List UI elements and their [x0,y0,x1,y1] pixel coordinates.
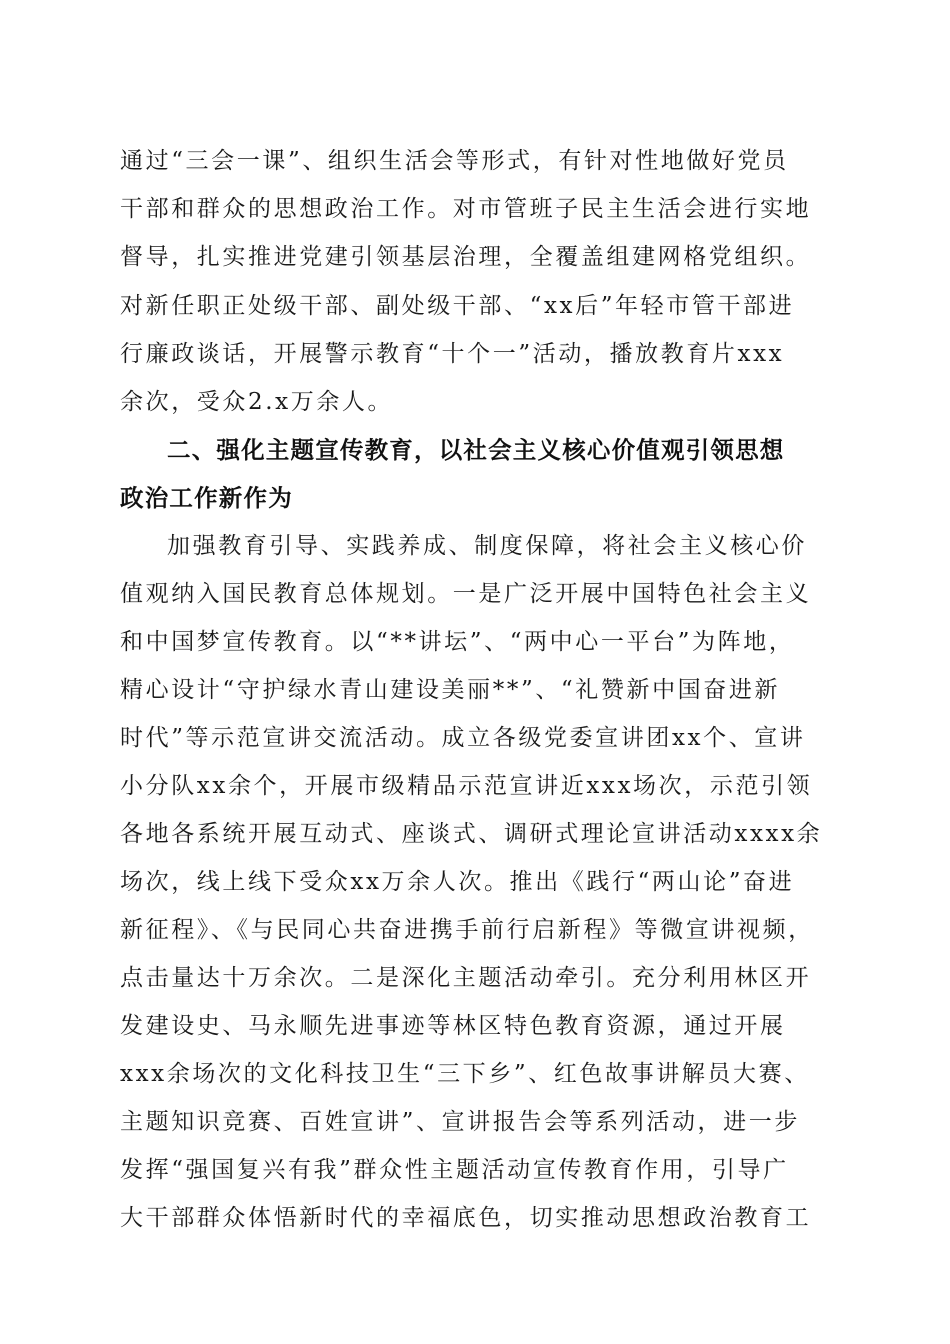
body-line: 主题知识竞赛、百姓宣讲”、宣讲报告会等系列活动，进一步 [120,1109,800,1135]
body-line: 各地各系统开展互动式、座谈式、调研式理论宣讲活动xxxx余 [120,821,823,847]
body-line: 和中国梦宣传教育。以“**讲坛”、“两中心一平台”为阵地， [120,629,795,655]
section-heading-line: 二、强化主题宣传教育，以社会主义核心价值观引领思想 [167,436,785,464]
body-line: 小分队xx余个，开展市级精品示范宣讲近xxx场次，示范引领 [120,773,813,799]
body-line: 场次，线上线下受众xx万余人次。推出《践行“两山论”奋进 [120,869,795,895]
body-line: 余次，受众2.x万余人。 [120,389,394,415]
body-line: 值观纳入国民教育总体规划。一是广泛开展中国特色社会主义 [120,581,812,607]
body-line: xxx余场次的文化科技卫生“三下乡”、红色故事讲解员大赛、 [120,1061,810,1087]
body-line: 点击量达十万余次。二是深化主题活动牵引。充分利用林区开 [120,965,812,991]
section-heading-line: 政治工作新作为 [120,484,293,512]
body-line: 行廉政谈话，开展警示教育“十个一”活动，播放教育片xxx [120,341,785,367]
body-line: 时代”等示范宣讲交流活动。成立各级党委宣讲团xx个、宣讲 [120,725,806,751]
body-line: 发挥“强国复兴有我”群众性主题活动宣传教育作用，引导广 [120,1157,789,1183]
body-line: 通过“三会一课”、组织生活会等形式，有针对性地做好党员 [120,148,789,174]
body-line: 新征程》、《与民同心共奋进携手前行启新程》等微宣讲视频， [120,917,814,943]
body-line: 精心设计“守护绿水青山建设美丽**”、“礼赞新中国奋进新 [120,677,781,703]
body-line: 发建设史、马永顺先进事迹等林区特色教育资源，通过开展 [120,1013,786,1039]
body-line: 对新任职正处级干部、副处级干部、“xx后”年轻市管干部进 [120,293,795,319]
body-line: 干部和群众的思想政治工作。对市管班子民主生活会进行实地 [120,196,812,222]
body-line: 加强教育引导、实践养成、制度保障，将社会主义核心价 [167,533,807,559]
body-line: 督导，扎实推进党建引领基层治理，全覆盖组建网格党组织。 [120,244,812,270]
body-line: 大干部群众体悟新时代的幸福底色，切实推动思想政治教育工 [120,1205,812,1231]
